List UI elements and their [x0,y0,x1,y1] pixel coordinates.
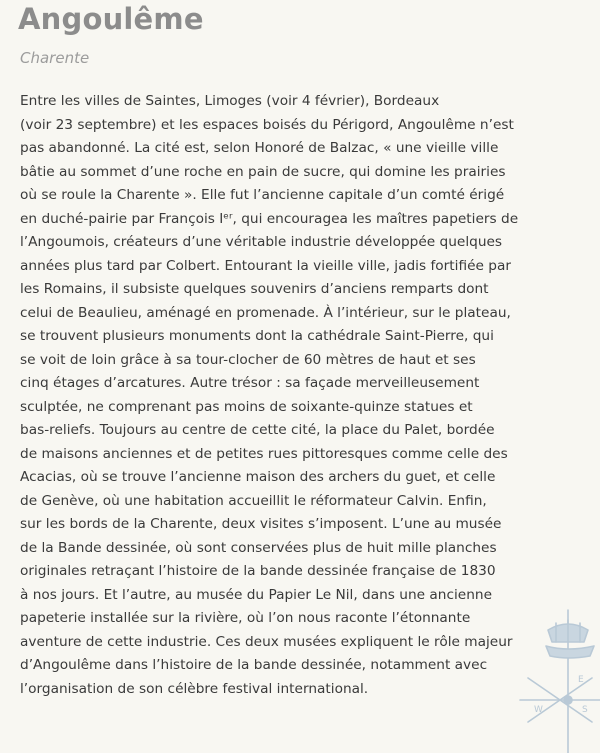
text-line: bâtie au sommet d’une roche en pain de sucre, qui domine les prairies [20,163,506,180]
text-line: de Genève, où une habitation accueillit le réformateur Calvin. Enfin, [20,492,487,509]
text-line: cinq étages d’arcatures. Autre trésor : sa façade merveilleusement [20,375,480,391]
vane-letter-e: E [578,675,584,685]
text-line: sculptée, ne comprenant pas moins de soixante-quinze statues et [20,398,473,415]
text-line: en duché-pairie par François Iᵉʳ, qui encouragea les maîtres papetiers de [20,210,519,227]
text-line: originales retraçant l’histoire de la bande dessinée française de 1830 [20,563,496,579]
text-line: de maisons anciennes et de petites rues pittoresques comme celle des [20,445,508,462]
weathervane-icon [510,600,600,753]
region-subtitle: Charente [20,49,90,67]
text-line: les Romains, il subsiste quelques souvenirs d’anciens remparts dont [20,281,489,297]
text-line: celui de Beaulieu, aménagé en promenade. À l’intérieur, sur le plateau, [20,304,511,321]
text-line: l’Angoumois, créateurs d’une véritable industrie développée quelques [20,234,503,250]
text-line: sur les bords de la Charente, deux visites s’imposent. L’une au musée [20,516,502,532]
vane-letter-s: S [582,705,588,715]
text-line: pas abandonné. La cité est, selon Honoré de Balzac, « une vieille ville [20,140,499,156]
text-line: papeterie installée sur la rivière, où l’on nous raconte l’étonnante [20,610,471,626]
text-line: (voir 23 septembre) et les espaces boisés du Périgord, Angoulême n’est [20,116,514,133]
text-line: Acacias, où se trouve l’ancienne maison des archers du guet, et celle [20,469,496,485]
text-line: se trouvent plusieurs monuments dont la cathédrale Saint-Pierre, qui [20,328,494,344]
text-line: où se roule la Charente ». Elle fut l’ancienne capitale d’un comté érigé [20,187,505,203]
text-line: Entre les villes de Saintes, Limoges (voir 4 février), Bordeaux [20,93,440,109]
text-line: l’organisation de son célèbre festival international. [20,680,369,697]
text-line: de la Bande dessinée, où sont conservées plus de huit mille planches [20,539,497,556]
text-line: se voit de loin grâce à sa tour-clocher de 60 mètres de haut et ses [20,351,476,368]
text-line: années plus tard par Colbert. Entourant la vieille ville, jadis fortifiée par [20,257,511,274]
text-line: aventure de cette industrie. Ces deux musées expliquent le rôle majeur [20,633,513,650]
text-line: à nos jours. Et l’autre, au musée du Papier Le Nil, dans une ancienne [20,586,492,603]
text-line: d’Angoulême dans l’histoire de la bande dessinée, notamment avec [20,657,488,673]
page-title: Angoulême [18,2,204,36]
text-line: bas-reliefs. Toujours au centre de cette cité, la place du Palet, bordée [20,422,495,438]
vane-letter-w: W [534,705,543,715]
